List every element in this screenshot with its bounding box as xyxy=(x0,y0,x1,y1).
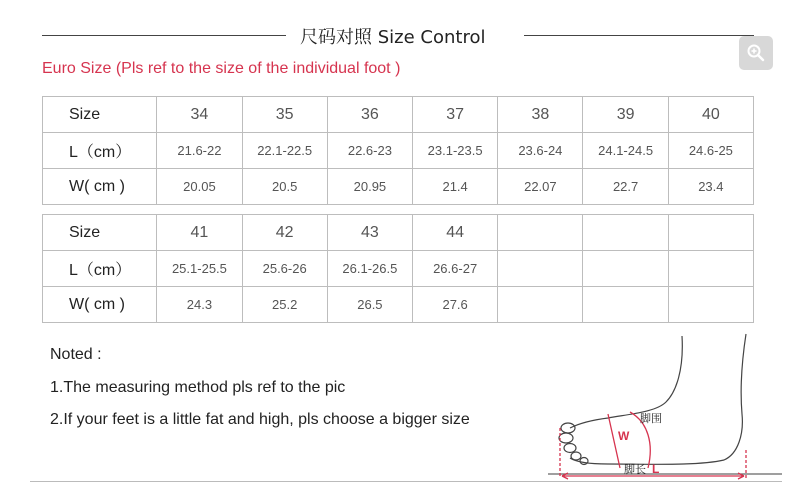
euro-size-note: Euro Size (Pls ref to the size of the individual foot ) xyxy=(42,60,401,77)
empty-cell xyxy=(668,251,753,287)
width-cell: 20.05 xyxy=(157,169,242,205)
empty-cell xyxy=(498,215,583,251)
length-cell: 26.6-27 xyxy=(413,251,498,287)
notes-heading: Noted : xyxy=(50,346,102,363)
bottom-divider xyxy=(30,481,782,482)
empty-cell xyxy=(668,215,753,251)
empty-cell xyxy=(498,287,583,323)
row-label-size: Size xyxy=(43,215,157,251)
width-cell: 20.5 xyxy=(242,169,327,205)
size-cell: 35 xyxy=(242,97,327,133)
size-cell: 41 xyxy=(157,215,242,251)
width-cell: 24.3 xyxy=(157,287,242,323)
table-row xyxy=(43,169,754,205)
length-label-cn: 脚长 xyxy=(624,463,646,476)
page-title: 尺码对照 Size Control xyxy=(300,27,486,48)
note-item: 1.The measuring method pls ref to the pic xyxy=(50,379,346,396)
length-cell: 22.1-22.5 xyxy=(242,133,327,169)
empty-cell xyxy=(498,251,583,287)
size-cell: 38 xyxy=(498,97,583,133)
size-cell: 39 xyxy=(583,97,668,133)
header-divider-left xyxy=(42,35,286,36)
length-cell: 23.6-24 xyxy=(498,133,583,169)
length-cell: 25.1-25.5 xyxy=(157,251,242,287)
width-cell: 20.95 xyxy=(327,169,412,205)
length-label: L xyxy=(652,462,660,476)
table-row xyxy=(43,287,754,323)
empty-cell xyxy=(583,287,668,323)
row-label-width: W( cm ) xyxy=(43,169,157,205)
size-control-header xyxy=(42,20,754,50)
width-label: W xyxy=(618,429,630,443)
size-cell: 40 xyxy=(668,97,753,133)
width-cell: 27.6 xyxy=(413,287,498,323)
row-label-width: W( cm ) xyxy=(43,287,157,323)
zoom-button[interactable] xyxy=(739,36,773,70)
header-divider-right xyxy=(524,35,754,36)
length-cell: 22.6-23 xyxy=(327,133,412,169)
table-row xyxy=(43,215,754,251)
note-item: 2.If your feet is a little fat and high, pls choose a bigger size xyxy=(50,411,470,428)
length-cell: 26.1-26.5 xyxy=(327,251,412,287)
table-row xyxy=(43,97,754,133)
length-cell: 25.6-26 xyxy=(242,251,327,287)
size-cell: 42 xyxy=(242,215,327,251)
length-cell: 21.6-22 xyxy=(157,133,242,169)
foot-measurement-diagram xyxy=(548,330,794,480)
empty-cell xyxy=(583,215,668,251)
length-cell: 24.1-24.5 xyxy=(583,133,668,169)
width-cell: 26.5 xyxy=(327,287,412,323)
size-cell: 36 xyxy=(327,97,412,133)
foot-outline xyxy=(548,334,782,474)
width-cell: 22.7 xyxy=(583,169,668,205)
table-row xyxy=(43,133,754,169)
width-cell: 23.4 xyxy=(668,169,753,205)
size-table-1 xyxy=(42,96,754,205)
width-cell: 25.2 xyxy=(242,287,327,323)
length-cell: 23.1-23.5 xyxy=(413,133,498,169)
width-cell: 21.4 xyxy=(413,169,498,205)
table-row xyxy=(43,251,754,287)
row-label-length: L（cm） xyxy=(43,251,157,287)
girth-label: 脚围 xyxy=(640,412,662,425)
size-cell: 43 xyxy=(327,215,412,251)
zoom-in-icon xyxy=(746,43,766,63)
size-cell: 44 xyxy=(413,215,498,251)
length-cell: 24.6-25 xyxy=(668,133,753,169)
width-cell: 22.07 xyxy=(498,169,583,205)
empty-cell xyxy=(668,287,753,323)
size-cell: 34 xyxy=(157,97,242,133)
row-label-size: Size xyxy=(43,97,157,133)
size-table-2 xyxy=(42,214,754,323)
row-label-length: L（cm） xyxy=(43,133,157,169)
empty-cell xyxy=(583,251,668,287)
size-cell: 37 xyxy=(413,97,498,133)
